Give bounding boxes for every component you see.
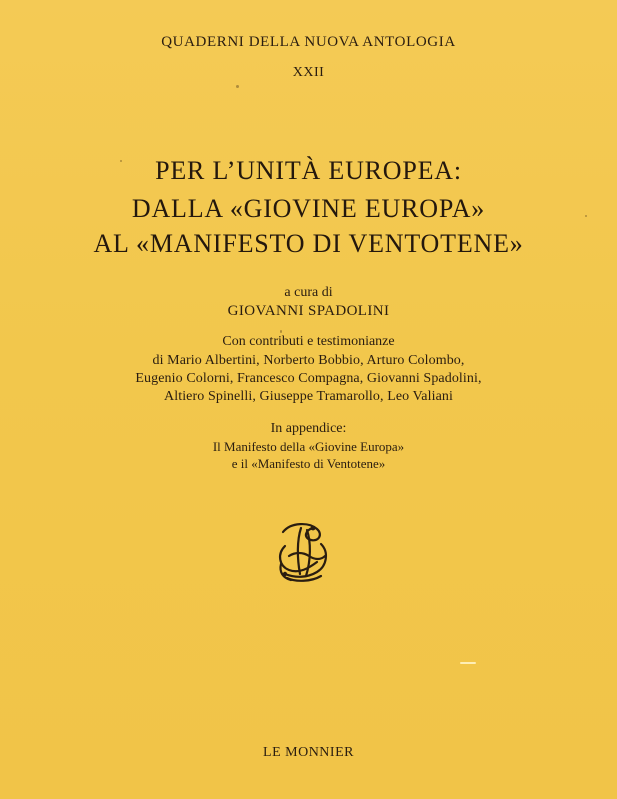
paper-speck	[120, 160, 122, 162]
series-title: QUADERNI DELLA NUOVA ANTOLOGIA	[161, 34, 456, 50]
contributors-line-1: di Mario Albertini, Norberto Bobbio, Arturo Colombo,	[152, 353, 465, 368]
publisher-monogram-icon	[273, 520, 333, 584]
main-title-line-1: PER L’UNITÀ EUROPEA:	[155, 156, 462, 185]
paper-speck	[585, 215, 587, 217]
paper-speck	[236, 85, 239, 88]
contributors-line-2: Eugenio Colorni, Francesco Compagna, Giovanni Spadolini,	[135, 371, 482, 386]
publisher-name: LE MONNIER	[263, 745, 354, 760]
editor-intro: a cura di	[284, 285, 333, 300]
editor-name: GIOVANNI SPADOLINI	[227, 303, 390, 319]
appendix-line-1: Il Manifesto della «Giovine Europa»	[212, 439, 405, 454]
paper-mark	[460, 662, 476, 664]
volume-number: XXII	[292, 65, 325, 80]
contributors-line-3: Altiero Spinelli, Giuseppe Tramarollo, Leo Valiani	[164, 389, 453, 404]
appendix-line-2: e il «Manifesto di Ventotene»	[231, 456, 386, 471]
paper-speck	[280, 330, 282, 333]
appendix-intro: In appendice:	[270, 421, 347, 436]
main-title-line-2: DALLA «GIOVINE EUROPA»	[131, 194, 486, 223]
main-title-line-3: AL «MANIFESTO DI VENTOTENE»	[93, 229, 524, 258]
contributions-intro: Con contributi e testimonianze	[222, 334, 395, 349]
